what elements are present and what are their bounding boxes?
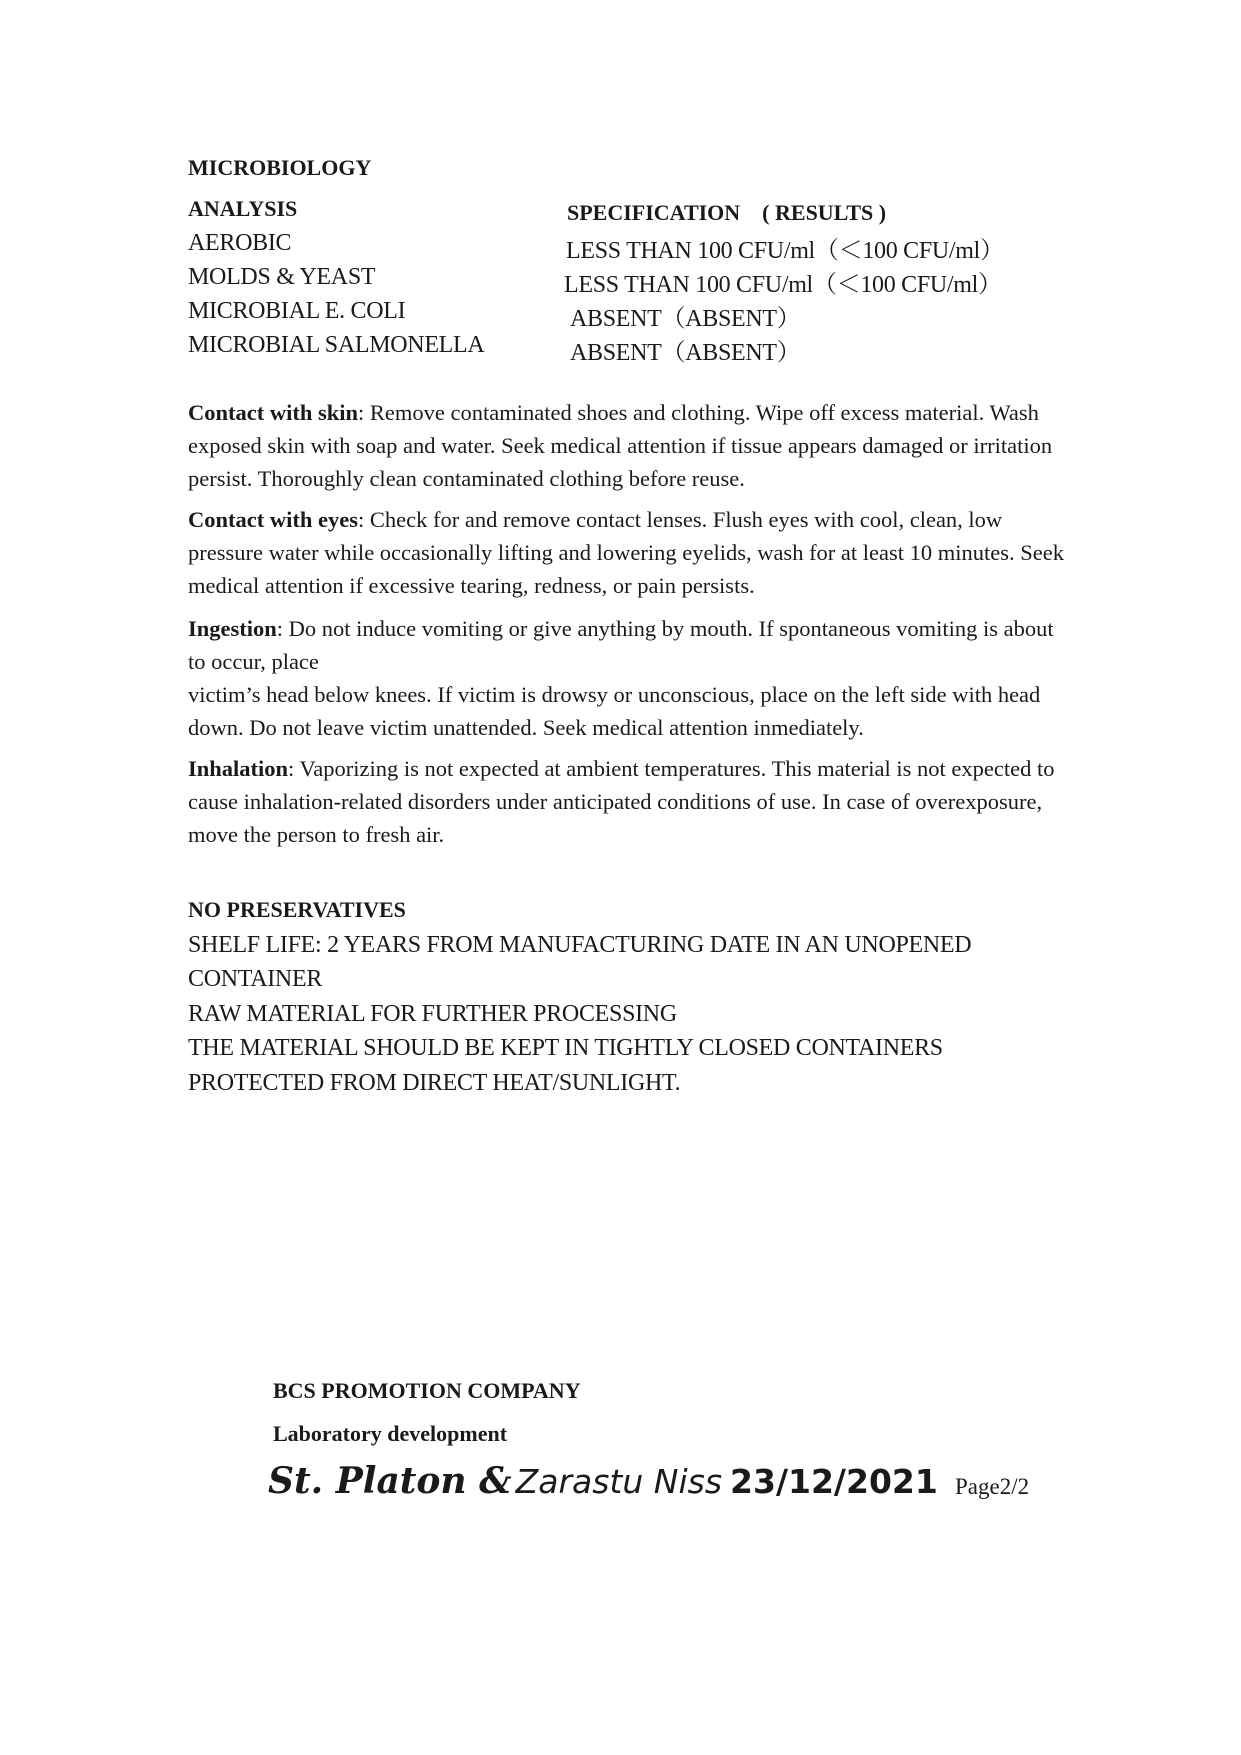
column-header-specification: SPECIFICATION ( RESULTS ) [567,200,887,225]
first-aid-ingestion-continued: victim’s head below knees. If victim is drowsy or unconscious, place on the left side with head down. Do not leave victim unattended. Seek medical attention inmediately. [188,682,1041,740]
signature-line [268,1460,938,1502]
eyes-label: Contact with eyes [188,507,358,532]
signature-name-2: Zarastu Niss [515,1462,723,1501]
section-title-no-preservatives: NO PRESERVATIVES [188,897,406,922]
analysis-cell: AEROBIC [188,230,292,256]
section-title-microbiology: MICROBIOLOGY [188,155,372,180]
signature-name-1: St. Platon & [268,1460,512,1502]
spec-cell: ABSENT（ABSENT） [570,306,801,332]
page-number: Page2/2 [955,1474,1030,1499]
spec-cell: LESS THAN 100 CFU/ml（＜100 CFU/ml） [566,238,1004,264]
analysis-cell: MOLDS & YEAST [188,264,376,290]
first-aid-eyes [188,503,1068,602]
inhalation-label: Inhalation [188,756,289,781]
analysis-cell: MICROBIAL E. COLI [188,298,406,324]
company-name: BCS PROMOTION COMPANY [273,1378,581,1403]
ingestion-text: : Do not induce vomiting or give anything by mouth. If spontaneous vomiting is about to occur, place [188,616,1054,674]
ingestion-label: Ingestion [188,616,277,641]
storage-line: PROTECTED FROM DIRECT HEAT/SUNLIGHT. [188,1070,681,1096]
first-aid-ingestion [188,612,1068,678]
storage-line: SHELF LIFE: 2 YEARS FROM MANUFACTURING DATE IN AN UNOPENED [188,932,972,958]
department-name: Laboratory development [273,1421,508,1446]
storage-line: THE MATERIAL SHOULD BE KEPT IN TIGHTLY CLOSED CONTAINERS [188,1035,943,1061]
storage-line: RAW MATERIAL FOR FURTHER PROCESSING [188,1001,677,1027]
column-header-analysis: ANALYSIS [188,196,298,221]
first-aid-skin [188,396,1068,495]
first-aid-inhalation [188,752,1068,851]
skin-label: Contact with skin [188,400,359,425]
spec-cell: LESS THAN 100 CFU/ml（＜100 CFU/ml） [564,272,1002,298]
spec-cell: ABSENT（ABSENT） [570,340,801,366]
storage-line: CONTAINER [188,966,323,992]
signature-date: 23/12/2021 [730,1462,938,1501]
skin-text: : Remove contaminated shoes and clothing. Wipe off excess material. Wash exposed skin with soap and water. Seek medical attention if tissue appears damaged or irritation persist. Thoroughly clean contaminated clothing before reuse. [188,400,1053,491]
analysis-cell: MICROBIAL SALMONELLA [188,332,485,358]
inhalation-text: : Vaporizing is not expected at ambient temperatures. This material is not expected to cause inhalation-related disorders under anticipated conditions of use. In case of overexposure, move the person to fresh air. [188,756,1055,847]
eyes-text: : Check for and remove contact lenses. Flush eyes with cool, clean, low pressure water while occasionally lifting and lowering eyelids, wash for at least 10 minutes. Seek medical attention if excessive tearing, redness, or pain persists. [188,507,1065,598]
